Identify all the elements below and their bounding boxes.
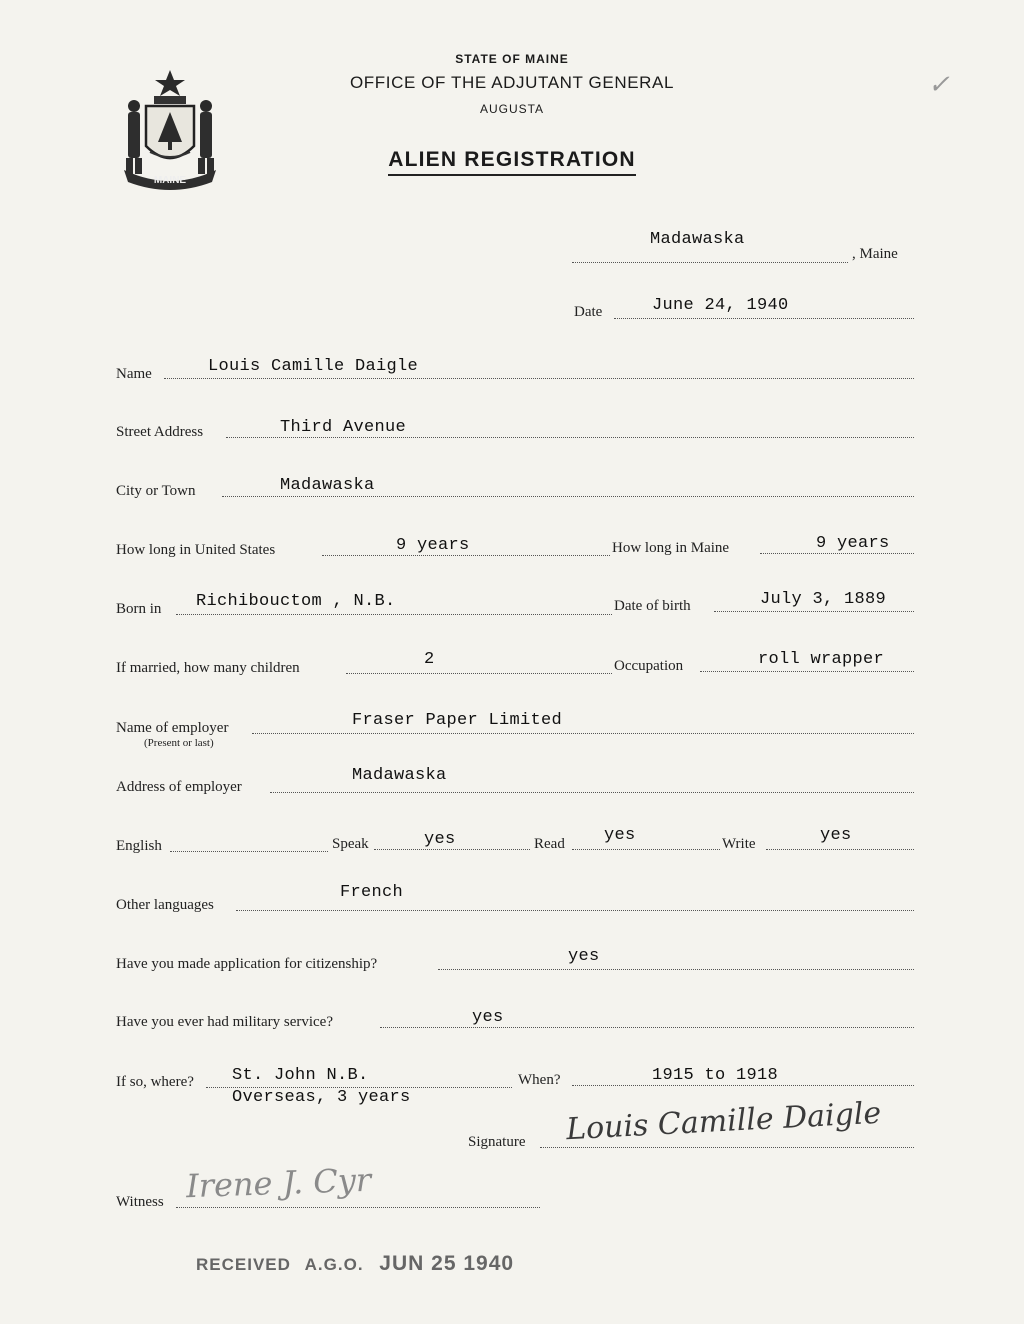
city-value: Madawaska bbox=[280, 476, 375, 495]
svg-text:MAINE: MAINE bbox=[153, 175, 187, 186]
how-long-maine-value: 9 years bbox=[816, 534, 890, 553]
employer-address-line bbox=[270, 792, 914, 793]
location-suffix: , Maine bbox=[852, 246, 898, 262]
write-label: Write bbox=[722, 836, 756, 852]
how-long-maine-line bbox=[760, 553, 914, 554]
office-heading: OFFICE OF THE ADJUTANT GENERAL bbox=[349, 73, 675, 92]
children-value: 2 bbox=[424, 650, 435, 669]
read-line bbox=[572, 849, 720, 850]
english-label: English bbox=[116, 838, 162, 854]
citizenship-line bbox=[438, 969, 914, 970]
city-label: City or Town bbox=[116, 483, 196, 499]
employer-label: Name of employer bbox=[116, 720, 229, 736]
signature-label: Signature bbox=[468, 1134, 526, 1150]
street-address-label: Street Address bbox=[116, 424, 204, 440]
military-value: yes bbox=[472, 1008, 504, 1027]
citizenship-label: Have you made application for citizenship? bbox=[116, 956, 378, 972]
when-value: 1915 to 1918 bbox=[652, 1066, 779, 1085]
check-mark-icon: ✓ bbox=[928, 70, 950, 100]
witness-handwriting: Irene J. Cyr bbox=[185, 1160, 372, 1206]
speak-label: Speak bbox=[332, 836, 369, 852]
witness-label: Witness bbox=[116, 1194, 164, 1210]
name-label: Name bbox=[116, 366, 152, 382]
where-value: St. John N.B. bbox=[232, 1066, 369, 1085]
how-long-us-value: 9 years bbox=[396, 536, 470, 555]
citizenship-value: yes bbox=[568, 947, 600, 966]
date-of-birth-value: July 3, 1889 bbox=[760, 590, 887, 609]
how-long-maine-label: How long in Maine bbox=[612, 540, 730, 556]
street-address-value: Third Avenue bbox=[280, 418, 407, 437]
location-value: Madawaska bbox=[650, 230, 745, 249]
other-languages-label: Other languages bbox=[116, 897, 214, 913]
how-long-us-line bbox=[322, 555, 610, 556]
date-value: June 24, 1940 bbox=[652, 296, 789, 315]
military-label: Have you ever had military service? bbox=[116, 1014, 333, 1030]
speak-value: yes bbox=[424, 830, 456, 849]
street-address-line bbox=[226, 437, 914, 438]
occupation-line bbox=[700, 671, 914, 672]
speak-line bbox=[374, 849, 530, 850]
where-value-2: Overseas, 3 years bbox=[232, 1088, 411, 1107]
write-line bbox=[766, 849, 914, 850]
location-line bbox=[572, 262, 848, 263]
received-stamp bbox=[196, 1252, 514, 1276]
how-long-us-label: How long in United States bbox=[116, 542, 276, 558]
born-in-line bbox=[176, 614, 612, 615]
name-line bbox=[164, 378, 914, 379]
occupation-label: Occupation bbox=[614, 658, 684, 674]
employer-value: Fraser Paper Limited bbox=[352, 711, 563, 730]
born-in-value: Richibouctom , N.B. bbox=[196, 592, 396, 611]
employer-address-label: Address of employer bbox=[116, 779, 242, 795]
city-heading: AUGUSTA bbox=[479, 102, 545, 116]
stamp-date: JUN 25 1940 bbox=[379, 1252, 515, 1275]
other-languages-line bbox=[236, 910, 914, 911]
stamp-received: RECEIVED bbox=[196, 1255, 291, 1274]
employer-sublabel: (Present or last) bbox=[144, 737, 214, 749]
state-heading: STATE OF MAINE bbox=[455, 52, 569, 66]
signature-line bbox=[540, 1147, 914, 1148]
employer-line bbox=[252, 733, 914, 734]
born-in-label: Born in bbox=[116, 601, 162, 617]
stamp-office: A.G.O. bbox=[304, 1255, 364, 1274]
employer-address-value: Madawaska bbox=[352, 766, 447, 785]
date-label: Date bbox=[574, 304, 603, 320]
date-of-birth-label: Date of birth bbox=[614, 598, 691, 614]
english-line bbox=[170, 851, 328, 852]
when-line bbox=[572, 1085, 914, 1086]
city-line bbox=[222, 496, 914, 497]
where-label: If so, where? bbox=[116, 1074, 194, 1090]
read-label: Read bbox=[534, 836, 565, 852]
write-value: yes bbox=[820, 826, 852, 845]
other-languages-value: French bbox=[340, 883, 404, 902]
children-line bbox=[346, 673, 612, 674]
witness-line bbox=[176, 1207, 540, 1208]
military-line bbox=[380, 1027, 914, 1028]
read-value: yes bbox=[604, 826, 636, 845]
date-line bbox=[614, 318, 914, 319]
date-of-birth-line bbox=[714, 611, 914, 612]
occupation-value: roll wrapper bbox=[758, 650, 885, 669]
signature-handwriting: Louis Camille Daigle bbox=[565, 1095, 882, 1148]
maine-state-seal-icon bbox=[118, 66, 222, 190]
name-value: Louis Camille Daigle bbox=[208, 357, 419, 376]
when-label: When? bbox=[518, 1072, 561, 1088]
children-label: If married, how many children bbox=[116, 660, 300, 676]
form-title: ALIEN REGISTRATION bbox=[0, 148, 1024, 172]
